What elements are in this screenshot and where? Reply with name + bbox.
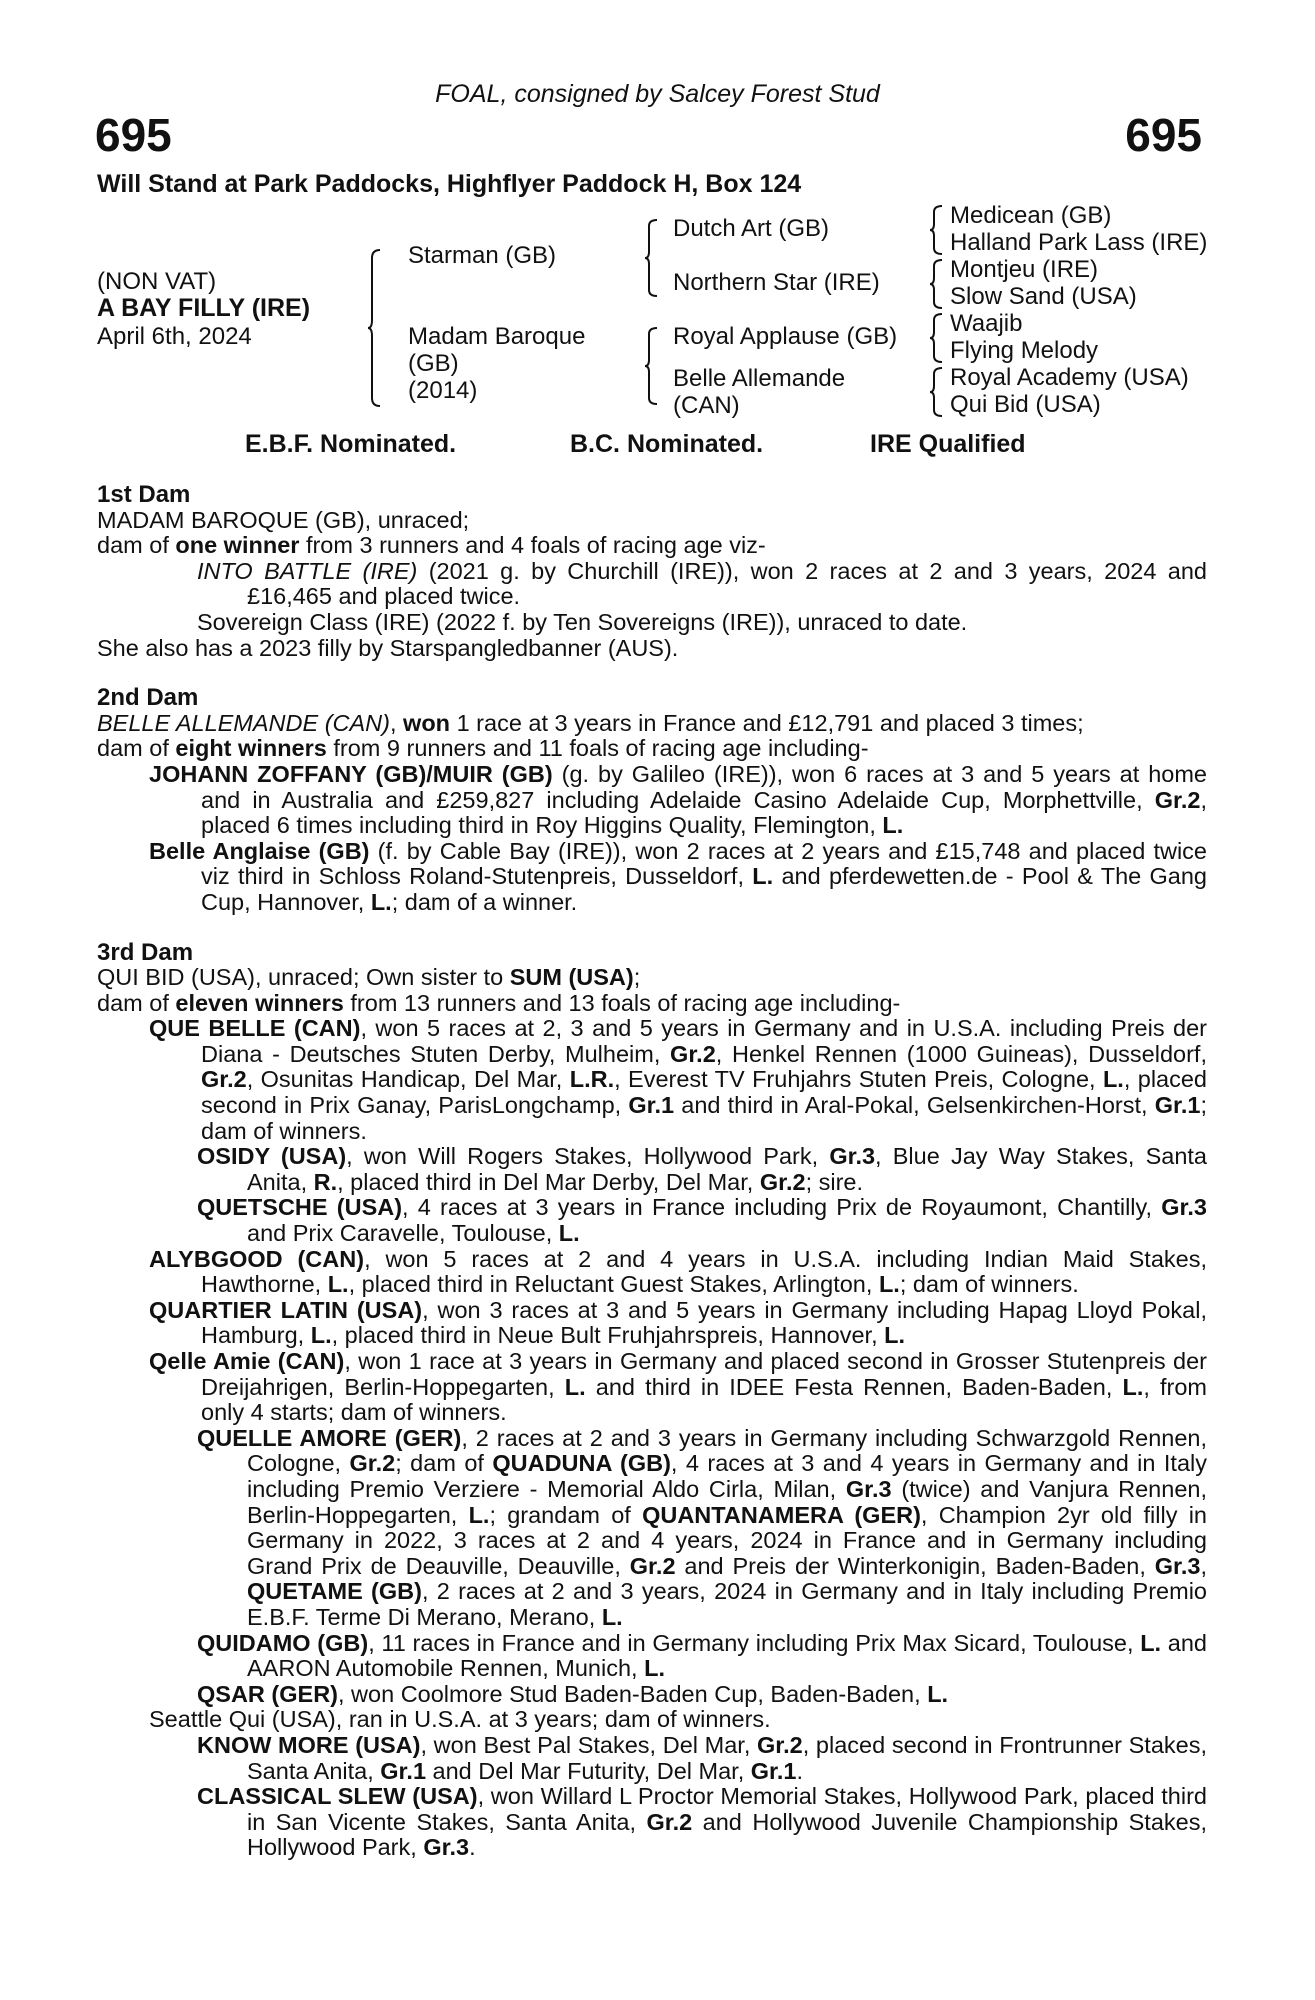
bc-nominated: B.C. Nominated. xyxy=(570,430,764,458)
ggp-8: Qui Bid (USA) xyxy=(950,391,1101,418)
produce-alybgood: ALYBGOOD (CAN), won 5 races at 2 and 4 years in U.S.A. including Indian Maid Stakes, Hawthorne, L., placed third in Reluctant Guest Stakes, Arlington, L.; dam of winners. xyxy=(149,1245,1207,1298)
ggp-6: Flying Melody xyxy=(950,337,1099,364)
lot-number-right: 695 xyxy=(1125,109,1202,161)
produce-johann-zoffany: JOHANN ZOFFANY (GB)/MUIR (GB) (g. by Galileo (IRE)), won 6 races at 3 and 5 years at home and in Australia and £259,827 including Adelaide Casino Adelaide Cup, Morphettville, Gr.2, placed 6 times including third in Roy Higgins Quality, Flemington, L. xyxy=(149,760,1208,839)
first-dam-heading: 1st Dam xyxy=(97,481,191,508)
produce-que-belle: QUE BELLE (CAN), won 5 races at 2, 3 and 5 years in Germany and in U.S.A. including Preis der Diana - Deutsches Stuten Derby, Mulheim, Gr.2, Henkel Rennen (1000 Guineas), Dusseldorf, Gr.2, Osunitas Handicap, Del Mar, L.R., Everest TV Fruhjahrs Stuten Preis, Cologne, L., placed second in Prix Ganay, ParisLongchamp, Gr.1 and third in Aral-Pokal, Gelsenkirchen-Horst, Gr.1; dam of winners. xyxy=(149,1015,1208,1144)
bracket-sire xyxy=(645,218,659,298)
lot-number-left: 695 xyxy=(95,109,172,161)
produce-quelle-amore: QUELLE AMORE (GER), 2 races at 2 and 3 years in Germany including Schwarzgold Rennen, Cologne, Gr.2; dam of QUADUNA (GB), 4 races at 3 and 4 years in Germany and in Italy including Premio Verziere - Memorial Aldo Cirla, Milan, Gr.3 (twice) and Vanjura Rennen, Berlin-Hoppegarten, L.; grandam of QUANTANAMERA (GER), Champion 2yr old filly in Germany in 2022, 3 races at 2 and 4 years, 2024 in France and in Germany including Grand Prix de Deauville, Deauville, Gr.2 and Preis der Winterkonigin, Baden-Baden, Gr.3, QUETAME (GB), 2 races at 2 and 3 years, 2024 in Germany and in Italy including Premio E.B.F. Terme Di Merano, Merano, L. xyxy=(197,1424,1208,1630)
sire: Starman (GB) xyxy=(408,242,557,269)
first-dam-record: dam of one winner from 3 runners and 4 foals of racing age viz- xyxy=(97,532,766,559)
bracket-ggp-2 xyxy=(930,258,944,310)
produce-qelle-amie: Qelle Amie (CAN), won 1 race at 3 years in Germany and placed second in Grosser Stutenpreis der Dreijahrigen, Berlin-Hoppegarten, L. and third in IDEE Festa Rennen, Baden-Baden, L., from only 4 starts; dam of winners. xyxy=(149,1348,1207,1426)
produce-sovereign-class: Sovereign Class (IRE) (2022 f. by Ten Sovereigns (IRE)), unraced to date. xyxy=(197,608,968,635)
ggp-2: Halland Park Lass (IRE) xyxy=(950,229,1208,256)
ebf-nominated: E.B.F. Nominated. xyxy=(245,430,457,458)
dam-dam-line-2: (CAN) xyxy=(673,392,740,419)
produce-know-more: KNOW MORE (USA), won Best Pal Stakes, Del Mar, Gr.2, placed second in Frontrunner Stakes, Santa Anita, Gr.1 and Del Mar Futurity, Del Mar, Gr.1. xyxy=(197,1731,1208,1784)
ggp-5: Waajib xyxy=(950,310,1023,337)
third-dam-record: dam of eleven winners from 13 runners and 13 foals of racing age including- xyxy=(97,989,901,1016)
foal-name: A BAY FILLY (IRE) xyxy=(97,294,311,322)
bracket-ggp-3 xyxy=(930,312,944,364)
ire-qualified: IRE Qualified xyxy=(870,430,1026,458)
ggp-4: Slow Sand (USA) xyxy=(950,283,1137,310)
produce-osidy: OSIDY (USA), won Will Rogers Stakes, Hollywood Park, Gr.3, Blue Jay Way Stakes, Santa Anita, R., placed third in Del Mar Derby, Del Mar, Gr.2; sire. xyxy=(197,1143,1208,1195)
third-dam-line: QUI BID (USA), unraced; Own sister to SUM (USA); xyxy=(97,964,641,991)
ggp-1: Medicean (GB) xyxy=(950,202,1112,229)
bracket-ggp-4 xyxy=(930,366,944,418)
produce-into-battle: INTO BATTLE (IRE) (2021 g. by Churchill (IRE)), won 2 races at 2 and 3 years, 2024 and £16,465 and placed twice. xyxy=(197,557,1207,610)
bracket-main xyxy=(368,248,382,408)
produce-quetsche: QUETSCHE (USA), 4 races at 3 years in France including Prix de Royaumont, Chantilly, Gr.3 and Prix Caravelle, Toulouse, L. xyxy=(197,1194,1207,1247)
bracket-dam xyxy=(645,326,659,406)
stand-location: Will Stand at Park Paddocks, Highflyer Paddock H, Box 124 xyxy=(97,170,802,198)
dam-sire: Royal Applause (GB) xyxy=(673,323,898,350)
sire-dam: Northern Star (IRE) xyxy=(673,269,880,296)
produce-quartier-latin: QUARTIER LATIN (USA), won 3 races at 3 and 5 years in Germany including Hapag Lloyd Pokal, Hamburg, L., placed third in Neue Bult Fruhjahrspreis, Hannover, L. xyxy=(149,1296,1207,1349)
produce-quidamo: QUIDAMO (GB), 11 races in France and in Germany including Prix Max Sicard, Toulouse, L. and AARON Automobile Rennen, Munich, L. xyxy=(197,1629,1207,1682)
first-dam-line: MADAM BAROQUE (GB), unraced; xyxy=(97,506,470,533)
ggp-3: Montjeu (IRE) xyxy=(950,256,1099,283)
consignment-line: FOAL, consigned by Salcey Forest Stud xyxy=(435,80,880,108)
second-dam-record: dam of eight winners from 9 runners and 11 foals of racing age including- xyxy=(97,735,869,762)
produce-belle-anglaise: Belle Anglaise (GB) (f. by Cable Bay (IRE)), won 2 races at 2 years and £15,748 and placed twice viz third in Schloss Roland-Stutenpreis, Dusseldorf, L. and pferdewetten.de - Pool & The Gang Cup, Hannover, L.; dam of a winner. xyxy=(149,837,1207,915)
bracket-ggp-1 xyxy=(930,204,944,256)
foal-vat: (NON VAT) xyxy=(97,268,217,295)
dam-line-2: (GB) xyxy=(408,350,459,377)
produce-seattle-qui: Seattle Qui (USA), ran in U.S.A. at 3 years; dam of winners. xyxy=(149,1706,771,1733)
third-dam-heading: 3rd Dam xyxy=(97,938,194,966)
second-dam-heading: 2nd Dam xyxy=(97,684,199,712)
produce-qsar: QSAR (GER), won Coolmore Stud Baden-Baden Cup, Baden-Baden, L. xyxy=(197,1680,949,1707)
dam-line-1: Madam Baroque xyxy=(408,323,586,350)
foal-dob: April 6th, 2024 xyxy=(97,323,252,350)
catalogue-body xyxy=(97,482,1207,1861)
second-dam-line: BELLE ALLEMANDE (CAN), won 1 race at 3 years in France and £12,791 and placed 3 times; xyxy=(97,709,1084,736)
dam-dam-line-1: Belle Allemande xyxy=(673,365,846,392)
produce-classical-slew: CLASSICAL SLEW (USA), won Willard L Proctor Memorial Stakes, Hollywood Park, placed third in San Vicente Stakes, Santa Anita, Gr.2 and Hollywood Juvenile Championship Stakes, Hollywood Park, Gr.3. xyxy=(197,1783,1207,1861)
dam-line-3: (2014) xyxy=(408,377,478,404)
ggp-7: Royal Academy (USA) xyxy=(950,364,1189,391)
first-dam-also: She also has a 2023 filly by Starspangledbanner (AUS). xyxy=(97,634,679,661)
sire-sire: Dutch Art (GB) xyxy=(673,215,830,242)
